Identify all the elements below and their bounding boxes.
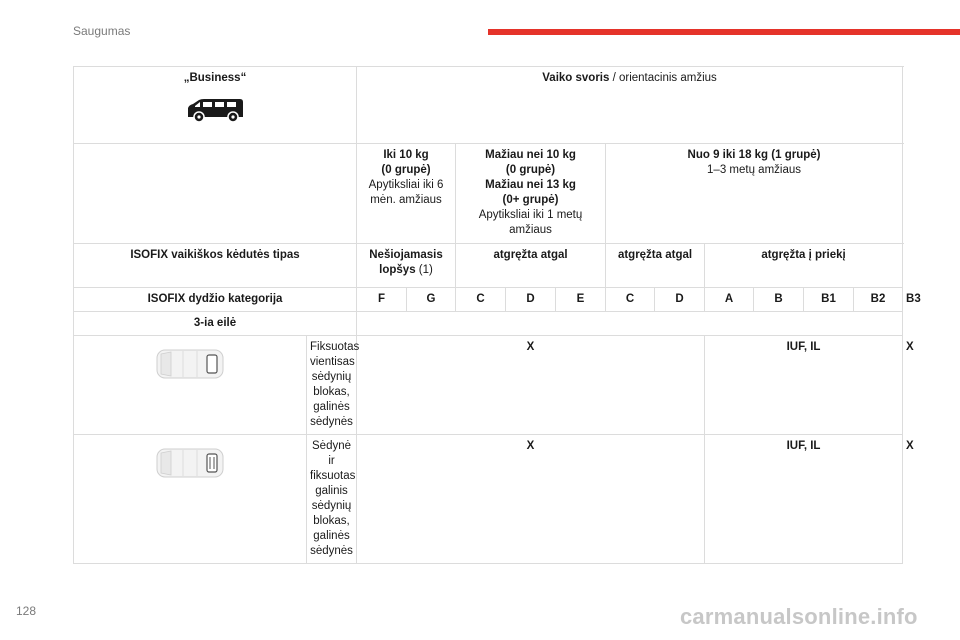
size-class-cell: C xyxy=(606,288,655,312)
forward-facing-cell: atgręžta į priekį xyxy=(705,244,903,288)
size-class-row: ISOFIX dydžio kategorija F G C D E C D A B B1 B2 B3 xyxy=(74,288,903,312)
group-empty-cell xyxy=(74,144,357,244)
watermark: carmanualsonline.info xyxy=(680,604,918,629)
group-0-line1: Iki 10 kg xyxy=(383,149,429,161)
seat-diagram-cell xyxy=(74,435,307,564)
seat-type-label: ISOFIX vaikiškos kėdutės tipas xyxy=(74,244,357,288)
rear-facing-cell-1: atgręžta atgal xyxy=(456,244,606,288)
group-0-desc: Apytiksliai iki 6 mėn. amžiaus xyxy=(368,179,444,206)
row-value-a: X xyxy=(357,435,705,564)
carrycot-label: Nešiojamasis lopšys xyxy=(369,249,443,276)
size-class-cell: B1 xyxy=(804,288,854,312)
group-1-desc: 1–3 metų amžiaus xyxy=(707,164,801,176)
size-class-cell: C xyxy=(456,288,506,312)
row-3-header xyxy=(74,312,903,336)
row-label-empty xyxy=(357,312,903,336)
group-0plus-cell xyxy=(456,144,606,244)
carrycot-cell xyxy=(357,244,456,288)
row-value-b: IUF, IL xyxy=(705,336,903,435)
header-accent-bar xyxy=(488,29,960,35)
group-0plus-line4: (0+ grupė) xyxy=(502,194,559,206)
business-label: „Business“ xyxy=(183,72,247,84)
seat-type-row xyxy=(74,244,903,288)
weight-header-cell xyxy=(357,67,903,144)
size-class-cell: G xyxy=(407,288,456,312)
page-number: 128 xyxy=(16,604,37,618)
row-label: 3-ia eilė xyxy=(74,312,357,336)
row-description: Fiksuotas vientisas sėdynių blokas, galinės sėdynės xyxy=(307,336,357,435)
section-title: Saugumas xyxy=(73,24,131,38)
group-0-cell xyxy=(357,144,456,244)
size-class-cell: E xyxy=(556,288,606,312)
group-0plus-line3: Mažiau nei 13 kg xyxy=(485,179,576,191)
group-0-line2: (0 grupė) xyxy=(381,164,431,176)
business-cell xyxy=(74,67,357,144)
row-value-a: X xyxy=(357,336,705,435)
size-class-cell: D xyxy=(506,288,556,312)
rear-facing-cell-2: atgręžta atgal xyxy=(606,244,705,288)
size-class-label: ISOFIX dydžio kategorija xyxy=(74,288,357,312)
size-class-cell: B xyxy=(754,288,804,312)
row-description: Sėdynė ir fiksuotas galinis sėdynių blokas, galinės sėdynės xyxy=(307,435,357,564)
seat-and-block-icon xyxy=(155,445,225,481)
weight-header-bold: Vaiko svoris xyxy=(542,72,610,84)
group-1-cell xyxy=(606,144,903,244)
group-0plus-desc: Apytiksliai iki 1 metų amžiaus xyxy=(478,209,583,236)
row-value-b: IUF, IL xyxy=(705,435,903,564)
size-class-cell: D xyxy=(655,288,705,312)
seat-block-icon xyxy=(155,346,225,382)
carrycot-note: (1) xyxy=(415,264,433,276)
table-row: Fiksuotas vientisas sėdynių blokas, galinės sėdynės X IUF, IL X xyxy=(74,336,903,435)
van-icon xyxy=(185,96,245,124)
table-row: Sėdynė ir fiksuotas galinis sėdynių blokas, galinės sėdynės X IUF, IL X xyxy=(74,435,903,564)
size-class-cell: A xyxy=(705,288,754,312)
isofix-table xyxy=(73,66,921,564)
group-0plus-line2: (0 grupė) xyxy=(505,164,556,176)
group-row xyxy=(74,144,903,244)
group-0plus-line1: Mažiau nei 10 kg xyxy=(485,149,576,161)
size-class-cell: F xyxy=(357,288,407,312)
seat-diagram-cell xyxy=(74,336,307,435)
group-1-line1: Nuo 9 iki 18 kg (1 grupė) xyxy=(687,149,821,161)
header-row xyxy=(74,67,903,144)
weight-header-rest: / orientacinis amžius xyxy=(609,72,717,84)
size-class-cell: B2 xyxy=(854,288,903,312)
